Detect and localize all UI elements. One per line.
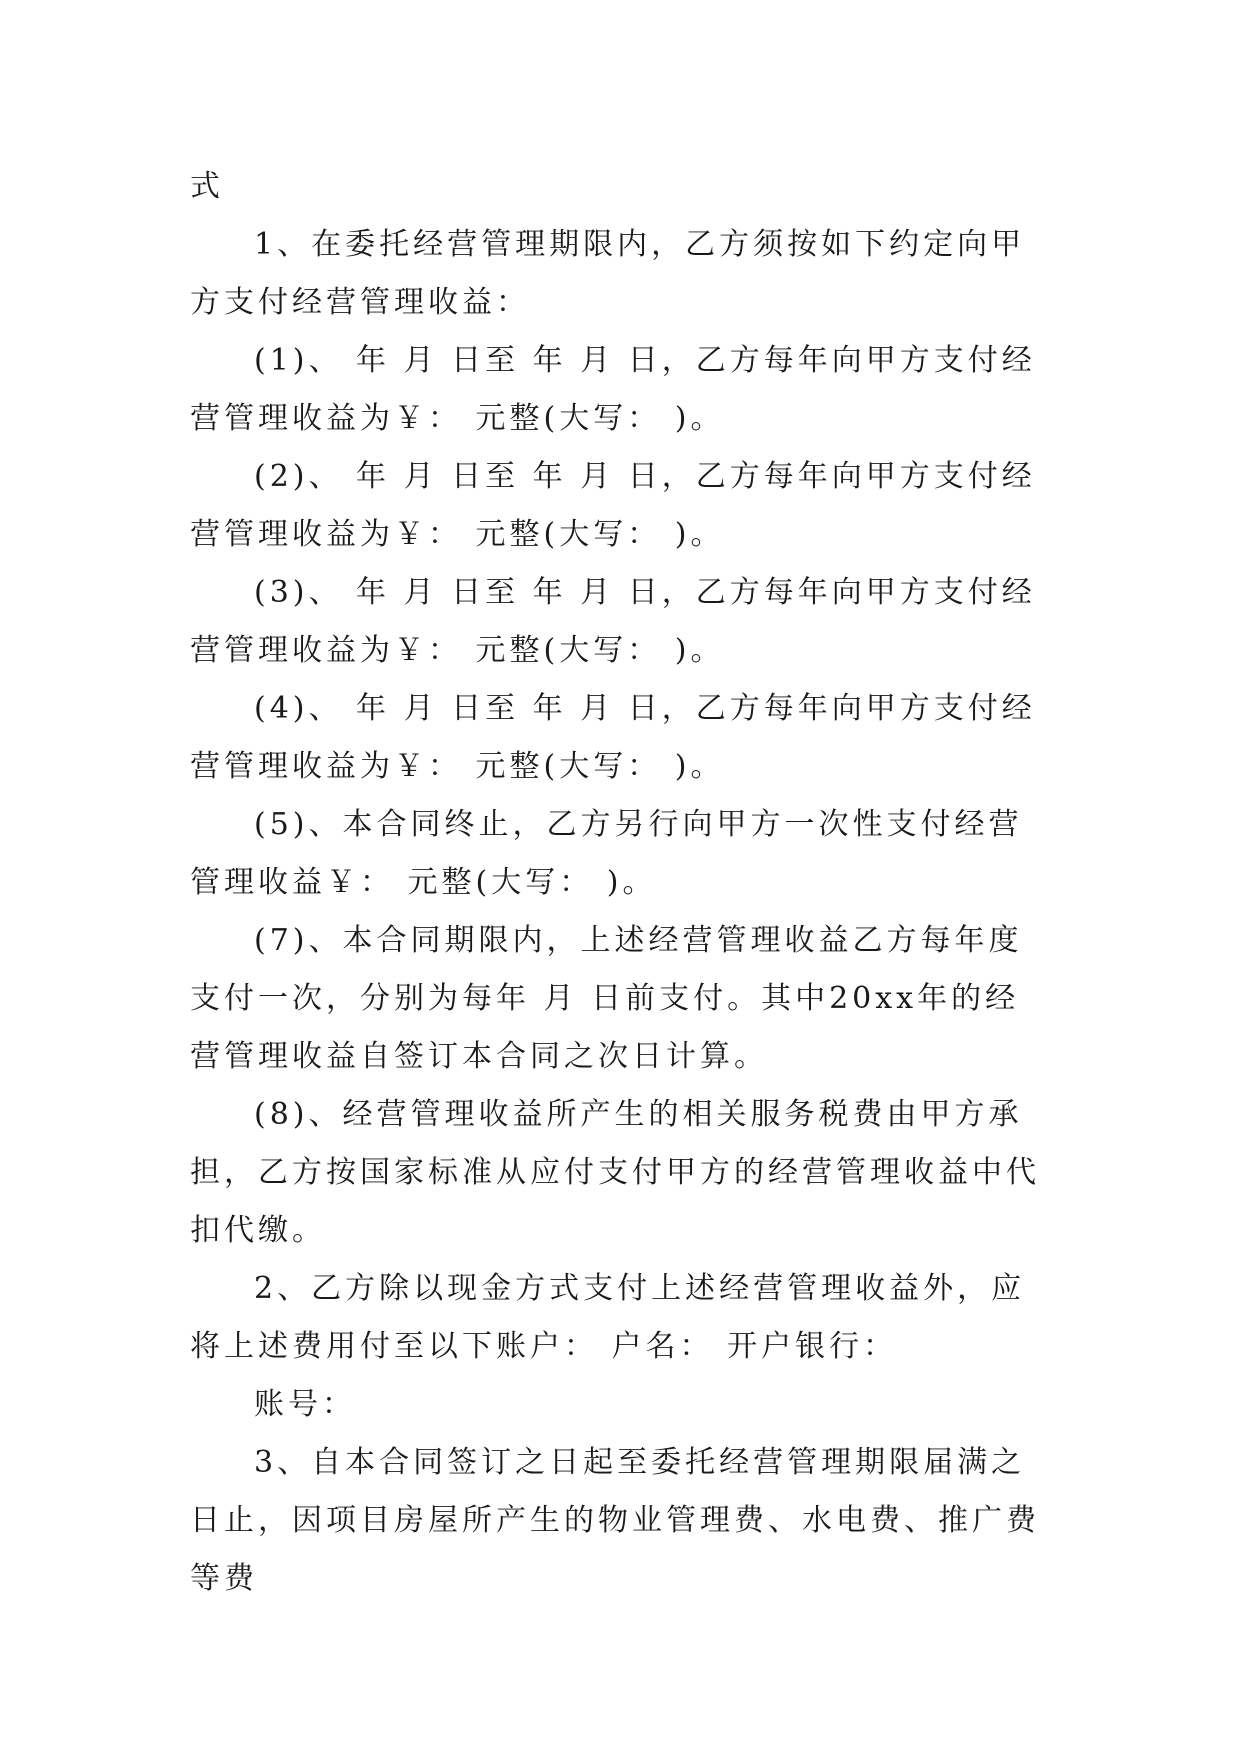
document-page bbox=[190, 158, 1052, 1608]
paragraph-clause-3: 3、自本合同签订之日起至委托经营管理期限届满之日止，因项目房屋所产生的物业管理费、水电费、推广费等费 bbox=[190, 1445, 1040, 1596]
paragraph-item-1: (1)、 年 月 日至 年 月 日，乙方每年向甲方支付经营管理收益为￥： 元整(大写： )。 bbox=[190, 343, 1036, 436]
paragraph-account-number: 账号： bbox=[254, 1387, 356, 1422]
paragraph-item-8: (8)、经营管理收益所产生的相关服务税费由甲方承担，乙方按国家标准从应付支付甲方的经营管理收益中代扣代缴。 bbox=[190, 1097, 1040, 1248]
paragraph-item-7: (7)、本合同期限内，上述经营管理收益乙方每年度支付一次，分别为每年 月 日前支付。其中20xx年的经营管理收益自签订本合同之次日计算。 bbox=[190, 923, 1023, 1074]
paragraph-item-4: (4)、 年 月 日至 年 月 日，乙方每年向甲方支付经营管理收益为￥： 元整(大写： )。 bbox=[190, 691, 1036, 784]
paragraph-item-5: (5)、本合同终止，乙方另行向甲方一次性支付经营管理收益￥： 元整(大写： )。 bbox=[190, 807, 1023, 900]
paragraph-clause-2: 2、乙方除以现金方式支付上述经营管理收益外，应将上述费用付至以下账户： 户名： 开户银行： bbox=[190, 1271, 1026, 1364]
paragraph-item-3: (3)、 年 月 日至 年 月 日，乙方每年向甲方支付经营管理收益为￥： 元整(大写： )。 bbox=[190, 575, 1036, 668]
paragraph-item-2: (2)、 年 月 日至 年 月 日，乙方每年向甲方支付经营管理收益为￥： 元整(大写： )。 bbox=[190, 459, 1036, 552]
paragraph-continuation: 式 bbox=[190, 169, 224, 204]
paragraph-clause-1: 1、在委托经营管理期限内，乙方须按如下约定向甲方支付经营管理收益： bbox=[190, 227, 1026, 320]
